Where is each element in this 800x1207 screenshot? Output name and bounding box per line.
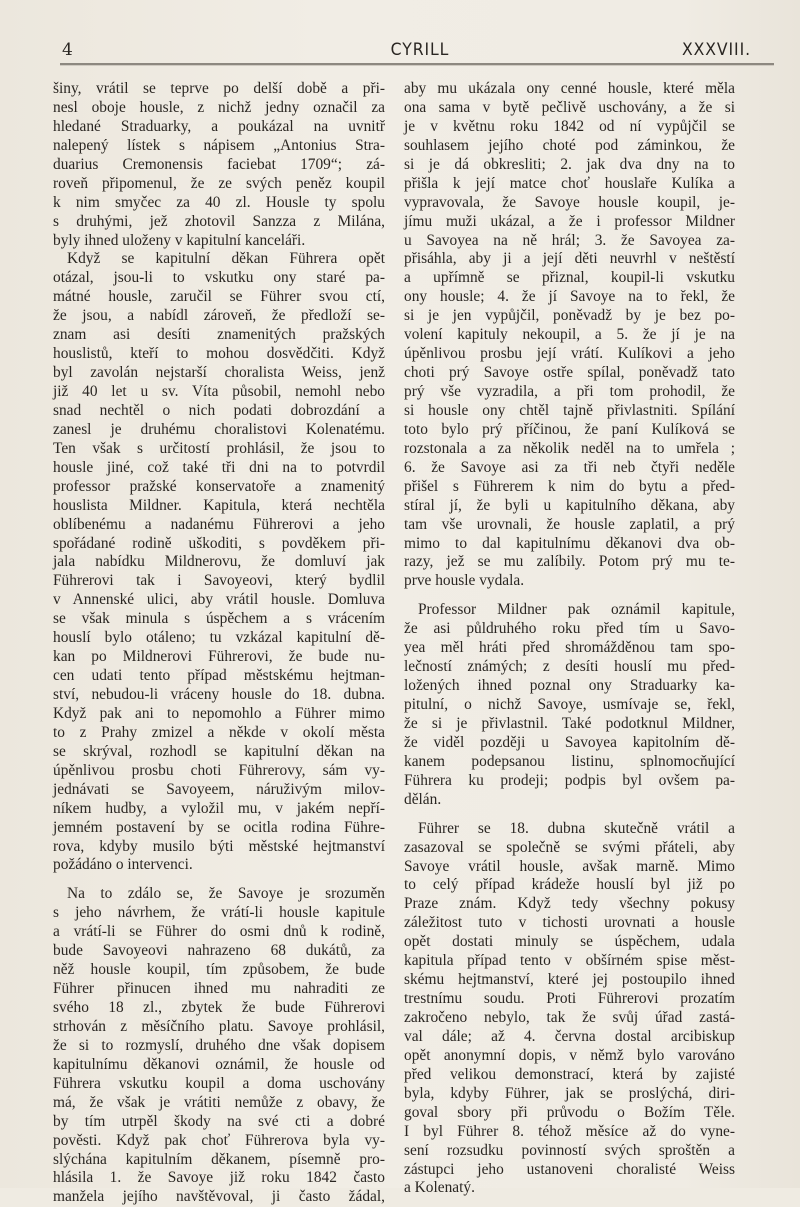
text-line: byl zavolán nejstarší choralista Weiss, jenž	[53, 364, 385, 382]
text-line: úpěnlivou prosbu její vrátí. Kulíkovi a jeho	[404, 345, 735, 363]
text-line: k nim smyčec za 40 zl. Housle ty spolu	[53, 193, 385, 211]
text-line: sení rozsudku povinností svých sproštěn a	[404, 1141, 735, 1159]
right-column	[404, 80, 735, 1198]
text-line: že jsou, a nabídl zároveň, že předloží se-	[53, 307, 385, 325]
text-line: přišla k její matce choť houslaře Kulíka a	[404, 174, 735, 192]
text-line: s jeho návrhem, že vrátí-li housle kapitule	[53, 904, 385, 922]
text-line: Praze znám. Když tedy všechny pokusy	[404, 895, 735, 913]
text-line: u Savoyea na ně hrál; 3. že Savoyea za-	[404, 231, 735, 249]
text-line: byla, kdyby Führer, jak se proslýchá, diri-	[404, 1084, 735, 1102]
text-line: kapitula případ tento v obšírném spise měst-	[404, 952, 735, 970]
text-line: souhlasem jejího choté pod záminkou, že	[404, 136, 735, 154]
text-line: ona sama v bytě pečlivě uschovány, a že si	[404, 98, 735, 116]
text-line: kan po Mildnerovi Führerovi, že bude nu-	[53, 648, 385, 666]
text-line: je v květnu roku 1842 od ní vypůjčil se	[404, 117, 735, 135]
text-line: tam vše urovnali, že housle zaplatil, a prý	[404, 515, 735, 533]
text-line: úpěnlivou prosbu choti Führerovy, sám vy-	[53, 761, 385, 779]
text-line: přisáhla, aby ji a její děti neuvrhl v neštěstí	[404, 250, 735, 268]
text-line: Savoye vrátil housle, avšak marně. Mimo	[404, 857, 735, 875]
text-line: mátné housle, zaručil se Führer svou ctí,	[53, 288, 385, 306]
text-line: prve housle vydala.	[404, 572, 525, 590]
text-line: nesl oboje housle, z nichž jedny označil za	[53, 98, 385, 116]
text-line: manžela jejího navštěvoval, ji často žádal,	[53, 1188, 385, 1206]
text-line: cen udati tento případ městskému hejtman-	[53, 667, 385, 685]
text-line: kapitulnímu děkanovi oznámil, že housle od	[53, 1055, 385, 1073]
text-line: professor pražské konservatoře a znamenitý	[53, 477, 385, 495]
text-line: to celý případ krádeže houslí byl již po	[404, 876, 735, 894]
text-line: znam asi desíti znamenitých pražských	[53, 326, 385, 344]
left-column	[53, 80, 385, 1207]
text-line: si je jen vypůjčil, poněvadž by je bez po-	[404, 307, 735, 325]
paragraph	[53, 885, 385, 1207]
text-line: slýchána kapitulním děkanem, písemně pro-	[53, 1150, 385, 1168]
text-line: bude Savoyeovi nahrazeno 68 dukátů, za	[53, 942, 385, 960]
text-line: Führera vskutku koupil a doma uschovány	[53, 1074, 385, 1092]
running-title: CYRILL	[390, 40, 450, 60]
text-line: a upřímně se přiznal, koupil-li vskutku	[404, 269, 735, 287]
text-line: 6. že Savoye asi za tři neb čtyři neděle	[404, 458, 735, 476]
paragraph	[53, 80, 385, 250]
text-line: zasazoval se společně se svými přáteli, aby	[404, 838, 735, 856]
text-line: val dále; až 4. června dostal arcibiskup	[404, 1027, 735, 1045]
text-line: volení kapituly nekoupil, a 5. že jí je na	[404, 326, 735, 344]
text-line: rova, kdyby musilo býti městské hejtmanství	[53, 837, 385, 855]
text-line: aby mu ukázala ony cenné housle, které měla	[404, 80, 735, 97]
text-line: zástupci jeho ustanoveni choralisté Weiss	[404, 1160, 735, 1178]
text-line: houslista Mildner. Kapitula, která nechtěla	[53, 496, 385, 514]
header-rule	[60, 63, 774, 66]
text-line: opět anonymní dopis, v němž bylo varováno	[404, 1046, 735, 1064]
text-line: Führer přinucen ihned mu nahraditi ze	[53, 980, 385, 998]
paragraph	[404, 80, 735, 591]
text-line: ství, nebudou-li vráceny housle do 18. dubna.	[53, 686, 385, 703]
text-line: a vrátí-li se Führer do osmi dnů k rodině,	[53, 923, 385, 941]
text-line: houslí bylo otáleno; tu vzkázal kapitulní dě-	[53, 629, 385, 647]
text-line: Ten však s určitostí prohlásil, že jsou to	[53, 439, 385, 457]
paragraph-gap	[404, 810, 735, 820]
text-line: Na to zdálo se, že Savoye je srozuměn	[67, 885, 385, 903]
text-line: lečností známých; z desíti houslí mu před-	[404, 658, 735, 676]
text-line: Führerovi tak i Savoyeovi, který bydlil	[53, 572, 385, 590]
text-line: jednávati se Savoyeem, náruživým milov-	[53, 780, 385, 798]
text-line: jala nabídku Mildnerovu, že domluví jak	[53, 553, 385, 571]
text-line: I byl Führer 8. téhož měsíce až do vyne-	[404, 1122, 735, 1140]
text-line: housle jiné, což také tři dni na to potvrdil	[53, 458, 385, 476]
text-line: si je dá obkresliti; 2. jak dva dny na to	[404, 155, 735, 173]
paragraph	[404, 601, 735, 809]
text-line: svého 18 zl., zbytek že bude Führerovi	[53, 999, 385, 1016]
text-line: se však minula s úspěchem a s vrácením	[53, 610, 385, 628]
text-line: pitulní, o nichž Savoye, usmívaje se, řekl,	[404, 696, 735, 713]
text-line: by tím utrpěl škody na své cti a dobré	[53, 1112, 385, 1130]
text-line: oblíbenému a nadanému Führerovi a jeho	[53, 515, 385, 533]
text-line: že si to rozmyslí, druhého dne však dopisem	[53, 1036, 385, 1054]
text-line: že si je přivlastnil. Také podotknul Mildner,	[404, 714, 735, 732]
text-line: něž housle koupil, tím způsobem, že bude	[53, 961, 385, 979]
text-line: duarius Cremonensis faciebat 1709“; zá-	[53, 155, 385, 173]
text-line: rozstonala a za několik neděl na to umřela ;	[404, 439, 735, 457]
text-line: goval sbory při průvodu o Božím Těle.	[404, 1103, 735, 1121]
text-line: opět dostati minuly se úspěchem, udala	[404, 933, 735, 951]
text-line: trestnímu soudu. Proti Führerovi prozatím	[404, 990, 735, 1008]
text-line: Führer se 18. dubna skutečně vrátil a	[418, 819, 735, 837]
text-line: toto bylo prý příčinou, že paní Kulíková se	[404, 420, 735, 438]
text-line: že viděl později u Savoyea kapitolním dě-	[404, 733, 735, 751]
running-header	[56, 38, 784, 62]
text-line: požádáno o intervenci.	[53, 856, 193, 874]
text-line: záležitost tuto v tichosti urovnati a housle	[404, 914, 735, 932]
text-line: roveň připomenul, že ze svých peněz koupil	[53, 174, 385, 192]
text-line: choti prý Savoye ostře spílal, poněvadž tato	[404, 364, 735, 382]
text-line: níkem hudby, a vyložil mu, v jakém nepří-	[53, 799, 385, 817]
text-line: strhován z měsíčního platu. Savoye prohlásil,	[53, 1017, 385, 1035]
volume-number: XXXVIII.	[681, 40, 751, 60]
text-line: s druhými, jež zhotovil Sanzza z Milána,	[53, 212, 385, 230]
text-line: že asi půldruhého roku před tím u Savo-	[404, 620, 735, 638]
text-line: to z Prahy zmizel a někde v okolí města	[53, 723, 385, 741]
text-line: mimo to dal kapitulnímu děkanovi dva ob-	[404, 534, 735, 552]
text-line: byly ihned uloženy v kapitulní kanceláři.	[53, 231, 306, 249]
text-line: Professor Mildner pak oznámil kapitule,	[418, 601, 735, 619]
text-line: Führera ku prodeji; podpis byl ovšem pa-	[404, 771, 735, 789]
text-line: kanem podepsanou listinu, splnomocňující	[404, 752, 735, 770]
text-line: houslistů, kteří to mohou dosvědčiti. Když	[53, 345, 385, 363]
text-line: dělán.	[404, 790, 442, 808]
text-line: snad nechtěl o nich podati dobrozdání a	[53, 401, 385, 419]
text-line: má, že však je vrátiti nemůže z obavy, že	[53, 1093, 385, 1111]
text-line: před velikou demonstrací, která by zajisté	[404, 1065, 735, 1083]
text-line: Když se kapitulní děkan Führera opět	[67, 250, 385, 268]
paragraph	[404, 820, 735, 1199]
text-line: se skrýval, rozhodl se kapitulní děkan na	[53, 742, 385, 760]
text-line: v Annenské ulici, aby vrátil housle. Domluva	[53, 591, 385, 609]
text-line: hlásila 1. že Savoye již roku 1842 často	[53, 1169, 385, 1187]
text-line: zakročeno nebylo, tak že svůj úřad zastá-	[404, 1009, 735, 1026]
text-line: stíral jí, že byli u kapitulního děkana, aby	[404, 496, 735, 514]
text-line: pověsti. Když pak choť Führerova byla vy-	[53, 1131, 385, 1149]
text-line: zanesl je druhému choralistovi Kolenatému.	[53, 420, 385, 438]
text-line: šiny, vrátil se teprve po delší době a při-	[53, 80, 385, 97]
text-line: spořádané rodině uškoditi, s povděkem při-	[53, 534, 385, 552]
paragraph-gap	[53, 875, 385, 885]
paragraph	[53, 250, 385, 875]
text-line: jemném postavení by se ocitla rodina Führe-	[53, 818, 385, 836]
text-line: Když pak ani to nepomohlo a Führer mimo	[53, 704, 385, 722]
page-number: 4	[62, 40, 74, 60]
text-line: yea měl hráti před shromážděnou tam spo-	[404, 639, 735, 657]
text-line: přišel s Führerem k nim do bytu a před-	[404, 477, 735, 495]
paragraph-gap	[404, 591, 735, 601]
text-line: prý vše vyzradila, a při tom prohodil, že	[404, 383, 735, 400]
text-line: razy, jež se mu zalíbily. Potom prý mu te-	[404, 553, 735, 571]
text-line: skému hejtmanství, které jej postoupilo ihned	[404, 971, 735, 989]
text-line: otázal, jsou-li to vskutku ony staré pa-	[53, 269, 385, 287]
text-line: vypravovala, že Savoye housle koupil, je-	[404, 193, 735, 211]
text-line: nalepený lístek s nápisem „Antonius Stra-	[53, 136, 385, 154]
text-line: a Kolenatý.	[404, 1179, 475, 1197]
text-line: ložených ihned poznal ony Straduarky ka-	[404, 677, 735, 695]
text-line: hledané Straduarky, a poukázal na uvnitř	[53, 117, 385, 135]
text-line: ony housle; 4. že jí Savoye na to řekl, že	[404, 288, 735, 306]
text-line: již 40 let u sv. Víta působil, nemohl nebo	[53, 383, 385, 400]
text-line: si housle ony chtěl tajně přivlastniti. Spílání	[404, 401, 735, 419]
text-line: jímu muži ukázal, a že i professor Mildner	[404, 212, 735, 230]
